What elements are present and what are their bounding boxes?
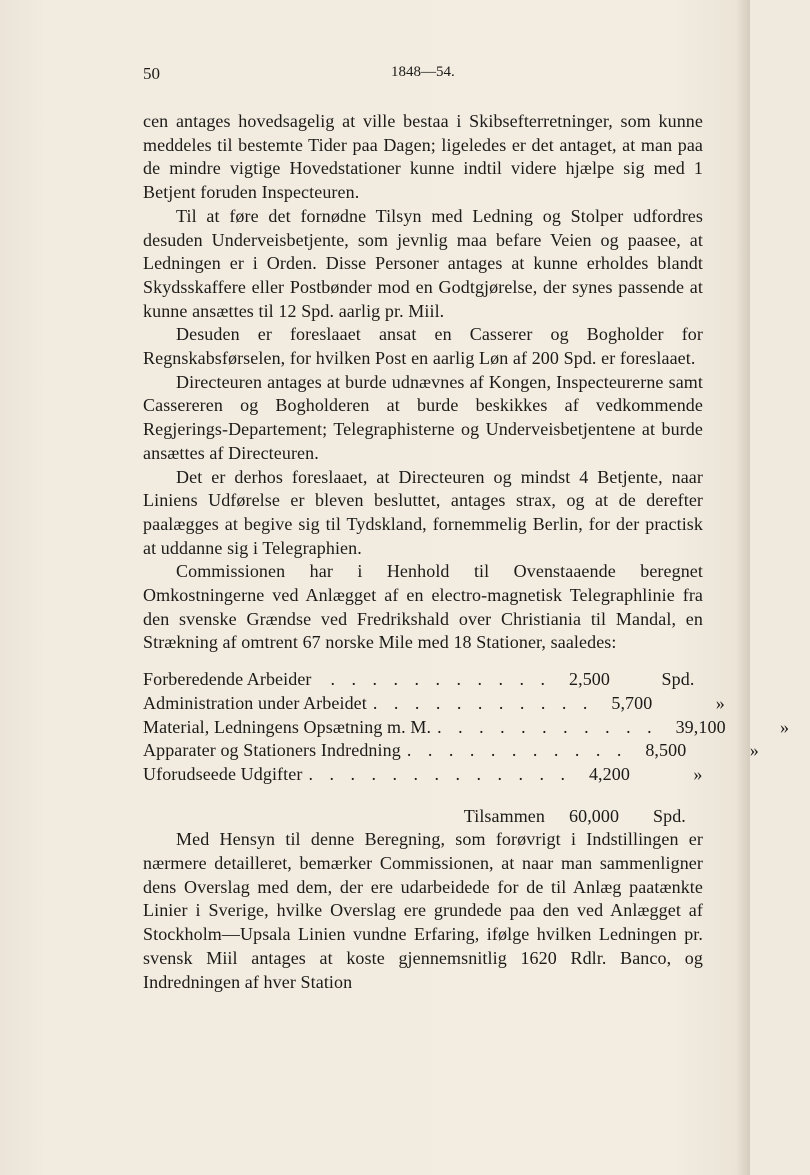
paragraph: Det er derhos foreslaaet, at Directeuren og mindst 4 Betjente, naar Liniens Udførelse er bleven besluttet, antages strax, og at de derefter paalægges at begive sig til Tydskland, fornemmelig Berlin, for der practisk at uddanne sig i Telegraphien. bbox=[143, 466, 703, 558]
cost-row bbox=[143, 716, 790, 740]
paragraph: Med Hensyn til denne Beregning, som forøvrigt i Indstillingen er nærmere detailleret, bemærker Commissionen, at naar man sammenligner dens Overslag med dem, der ere udarbeidede for de til Anlæg paatænkte Linier i Sverige, hvilke Overslag ere grundede paa den ved Anlægget af Stockholm—Upsala Linien vundne Erfaring, ifølge hvilken Ledningen pr. svensk Miil antages at koste gjennemsnitlig 1620 Rdlr. Banco, og Indredningen af hver Station bbox=[143, 829, 703, 992]
cost-amount: 2,500 bbox=[569, 669, 610, 690]
cost-label: Material, Ledningens Opsætning m. M. bbox=[143, 716, 432, 737]
cost-unit: » bbox=[693, 763, 703, 784]
paragraph: Desuden er foreslaaet ansat en Casserer og Bogholder for Regnskabsførselen, for hvilken Post en aarlig Løn af 200 Spd. er foreslaaet. bbox=[143, 324, 703, 369]
leader-dots: . . . . . . . . . . . bbox=[330, 669, 551, 690]
cost-label: Forberedende Arbeider bbox=[143, 669, 312, 690]
cost-amount: 4,200 bbox=[588, 763, 630, 784]
total-label: Tilsammen bbox=[463, 805, 545, 826]
cost-row bbox=[143, 668, 703, 692]
leader-dots: . . . . . . . . . . . bbox=[406, 740, 628, 761]
cost-row bbox=[143, 763, 703, 787]
running-head: 1848—54. bbox=[391, 64, 455, 80]
cost-label: Uforudseede Udgifter bbox=[143, 763, 303, 784]
cost-unit: » bbox=[715, 692, 725, 713]
cost-amount: 8,500 bbox=[645, 740, 687, 761]
body-text bbox=[143, 110, 790, 994]
total-amount: 60,000 bbox=[569, 805, 620, 826]
cost-unit: Spd. bbox=[661, 669, 695, 690]
leader-dots: . . . . . . . . . . . . . bbox=[308, 763, 571, 784]
paragraph: cen antages hovedsagelig at ville bestaa i Skibsefterretninger, som kunne meddeles til bestemte Tider paa Dagen; ligeledes er det antaget, at man paa de mindre vigtige Hovedstationer kunne indtil videre hjælpe sig med 1 Betjent foruden Inspecteuren. bbox=[143, 111, 703, 203]
paragraph: Directeuren antages at burde udnævnes af Kongen, Inspecteurerne samt Cassereren og Bogholderen at burde beskikkes af vedkommende Regjerings-Departement; Telegraphisterne og Underveisbetjentene at burde ansættes af Directeuren. bbox=[143, 371, 703, 463]
cost-unit: » bbox=[749, 740, 759, 761]
cost-amount: 5,700 bbox=[611, 692, 653, 713]
page-header bbox=[143, 64, 703, 92]
paragraph: Commissionen har i Henhold til Ovenstaaende beregnet Omkostningerne ved Anlægget af en electro-magnetisk Telegraphlinie fra den svenske Grændse ved Fredrikshald over Christiania til Mandal, en Strækning af omtrent 67 norske Mile med 18 Stationer, saaledes: bbox=[143, 561, 703, 653]
cost-row bbox=[143, 739, 759, 763]
cost-table bbox=[143, 668, 790, 828]
total-row bbox=[143, 805, 703, 829]
leader-dots: . . . . . . . . . . . bbox=[372, 692, 594, 713]
cost-amount: 39,100 bbox=[675, 716, 726, 737]
leader-dots: . . . . . . . . . . . bbox=[437, 716, 658, 737]
cost-unit: » bbox=[780, 716, 790, 737]
cost-label: Apparater og Stationers Indredning bbox=[143, 740, 401, 761]
cost-row bbox=[143, 692, 725, 716]
total-unit: Spd. bbox=[653, 805, 686, 826]
page-edge-shadow bbox=[736, 0, 750, 1175]
cost-label: Administration under Arbeidet bbox=[143, 692, 367, 713]
page-number: 50 bbox=[143, 64, 160, 83]
paragraph: Til at føre det fornødne Tilsyn med Ledning og Stolper udfordres desuden Underveisbetjente, som jevnlig maa befare Veien og paasee, at Ledningen er i Orden. Disse Personer antages at kunne erholdes blandt Skydsskaffere eller Postbønder mod en Godtgjørelse, der synes passende at kunne ansættes til 12 Spd. aarlig pr. Miil. bbox=[143, 205, 703, 321]
